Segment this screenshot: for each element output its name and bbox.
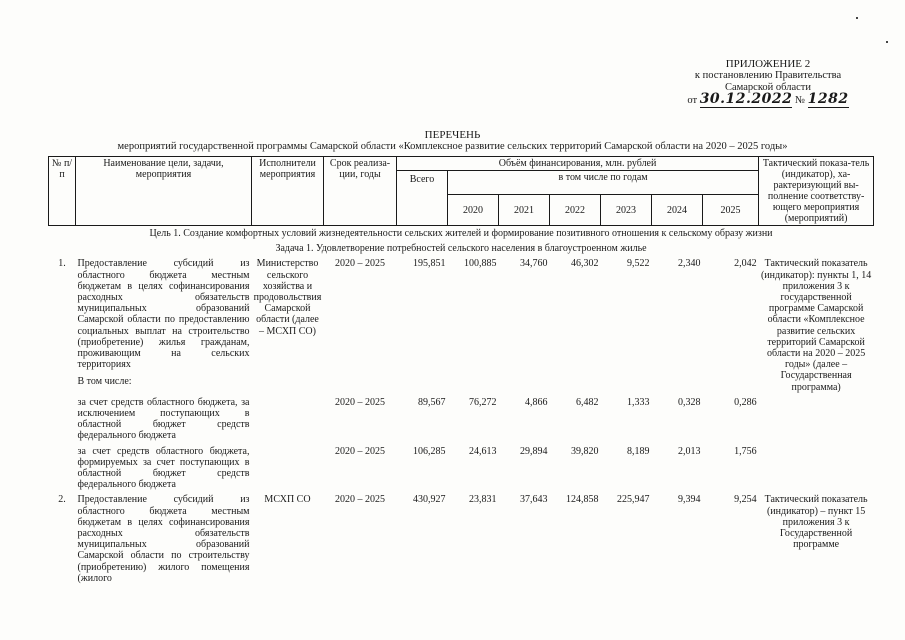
- scan-speck: [886, 41, 888, 43]
- row-2025: 2,042: [734, 258, 757, 270]
- handwritten-number: 1282: [807, 91, 849, 107]
- header-total: Всего: [397, 171, 448, 226]
- row-indicator: Тактический показатель (индикатор) – пункт 15 приложения 3 к Государственной программе: [764, 494, 868, 551]
- row-2020: 23,831: [469, 494, 497, 506]
- row-name: Предоставление субсидий из областного бюджета местным бюджетам в целях софинансирования расходных обязательств муниципальных образований Самарской области по предоставлению социальных выплат на строительство (приобретение) жилья гражданам, проживающим на сельских территориях: [77, 258, 250, 371]
- row-num: 2.: [58, 494, 66, 506]
- row-term: 2020 – 2025: [335, 258, 385, 270]
- row-total: 89,567: [418, 396, 446, 408]
- measures-table: [48, 156, 874, 586]
- scan-speck: [856, 17, 858, 19]
- row-2024: 2,340: [678, 258, 701, 270]
- row-name-cell: [76, 256, 252, 394]
- task-row: Задача 1. Удовлетворение потребностей сельского населения в благоустроенном жилье: [275, 243, 647, 255]
- row-2025: 0,286: [734, 396, 757, 408]
- row-exec: МСХП СО: [264, 494, 311, 506]
- header-indicator: Тактический показа-тель (индикатор), ха-рактеризующий вы-полнение соответству-ющего мероприятия (мероприятий): [759, 157, 874, 226]
- row-exec: [252, 395, 324, 444]
- header-name: Наименование цели, задачи, мероприятия: [76, 157, 252, 226]
- header-year-2021: 2021: [499, 195, 550, 226]
- row-2023: 8,189: [627, 445, 650, 457]
- row-total: 430,927: [413, 494, 446, 506]
- row-name: за счет средств областного бюджета, за исключением поступающих в областной бюджет средств федерального бюджета: [77, 396, 250, 442]
- row-2021: 29,894: [520, 445, 548, 457]
- header-term: Срок реализа-ции, годы: [324, 157, 397, 226]
- row-indicator: Тактический показатель (индикатор): пункты 1, 14 приложения 3 к государственной программе Самарской области «Комплексное развитие сельских территорий Самарской области на 2020 – 2025 годы» (далее – Государственная программа): [760, 258, 872, 393]
- row-2024: 0,328: [678, 396, 701, 408]
- row-term: 2020 – 2025: [335, 494, 385, 506]
- row-2022: 6,482: [576, 396, 599, 408]
- row-total: 106,285: [413, 445, 446, 457]
- header-year-2024: 2024: [652, 195, 703, 226]
- header-year-2023: 2023: [601, 195, 652, 226]
- row-term: 2020 – 2025: [335, 396, 385, 408]
- row-2025: 1,756: [734, 445, 757, 457]
- header-by-years: в том числе по годам: [448, 171, 759, 195]
- appendix-date-line: [648, 93, 888, 108]
- appendix-title: ПРИЛОЖЕНИЕ 2: [725, 58, 811, 70]
- row-2023: 9,522: [627, 258, 650, 270]
- row-exec: [252, 444, 324, 493]
- row-2023: 225,947: [617, 494, 650, 506]
- row-2022: 46,302: [571, 258, 599, 270]
- document-title: ПЕРЕЧЕНЬ: [424, 129, 481, 141]
- row-2023: 1,333: [627, 396, 650, 408]
- row-2021: 4,866: [525, 396, 548, 408]
- row-total: 195,851: [413, 258, 446, 270]
- header-year-2020: 2020: [448, 195, 499, 226]
- document-subtitle: мероприятий государственной программы Самарской области «Комплексное развитие сельских территорий Самарской области на 2020 – 2025 годы»: [117, 141, 788, 152]
- number-label: №: [795, 95, 806, 106]
- row-2025: 9,254: [734, 494, 757, 506]
- row-2024: 2,013: [678, 445, 701, 457]
- row-2024: 9,394: [678, 494, 701, 506]
- row-name: за счет средств областного бюджета, формируемых за счет поступающих в областной бюджет средств федерального бюджета: [77, 445, 250, 491]
- row-exec: Министерство сельского хозяйства и продовольствия Самарской области (далее – МСХП СО): [253, 258, 322, 337]
- row-2022: 39,820: [571, 445, 599, 457]
- row-sub: В том числе:: [77, 376, 132, 388]
- row-name: Предоставление субсидий из областного бюджета местным бюджетам в целях софинансирования расходных обязательств муниципальных образований Самарской области по строительству (приобретению) жилого помещения (жилого: [77, 494, 250, 584]
- row-2022: 124,858: [566, 494, 599, 506]
- header-funding: Объём финансирования, млн. рублей: [397, 157, 759, 171]
- handwritten-date: 30.12.2022: [699, 91, 793, 107]
- row-term: 2020 – 2025: [335, 445, 385, 457]
- row-2020: 24,613: [469, 445, 497, 457]
- table-row: [49, 492, 874, 586]
- row-2020: 76,272: [469, 396, 497, 408]
- appendix-line2: Самарской области: [725, 82, 811, 93]
- header-exec: Исполнители мероприятия: [252, 157, 324, 226]
- goal-row: Цель 1. Создание комфортных условий жизнедеятельности сельских жителей и формирование позитивного отношения к сельскому образу жизни: [149, 228, 773, 239]
- header-num: № п/п: [49, 157, 76, 226]
- from-label: от: [687, 95, 698, 106]
- row-num: [49, 444, 76, 493]
- table-row: [49, 444, 874, 493]
- table-row: [49, 395, 874, 444]
- row-num: [49, 395, 76, 444]
- appendix-line1: к постановлению Правительства: [694, 70, 842, 81]
- header-year-2025: 2025: [703, 195, 759, 226]
- row-num: 1.: [58, 258, 66, 270]
- row-2021: 37,643: [520, 494, 548, 506]
- row-2020: 100,885: [464, 258, 497, 270]
- header-year-2022: 2022: [550, 195, 601, 226]
- row-indicator: [759, 444, 874, 493]
- appendix-block: [648, 58, 888, 108]
- row-indicator: [759, 395, 874, 444]
- table-row: [49, 256, 874, 394]
- row-2021: 34,760: [520, 258, 548, 270]
